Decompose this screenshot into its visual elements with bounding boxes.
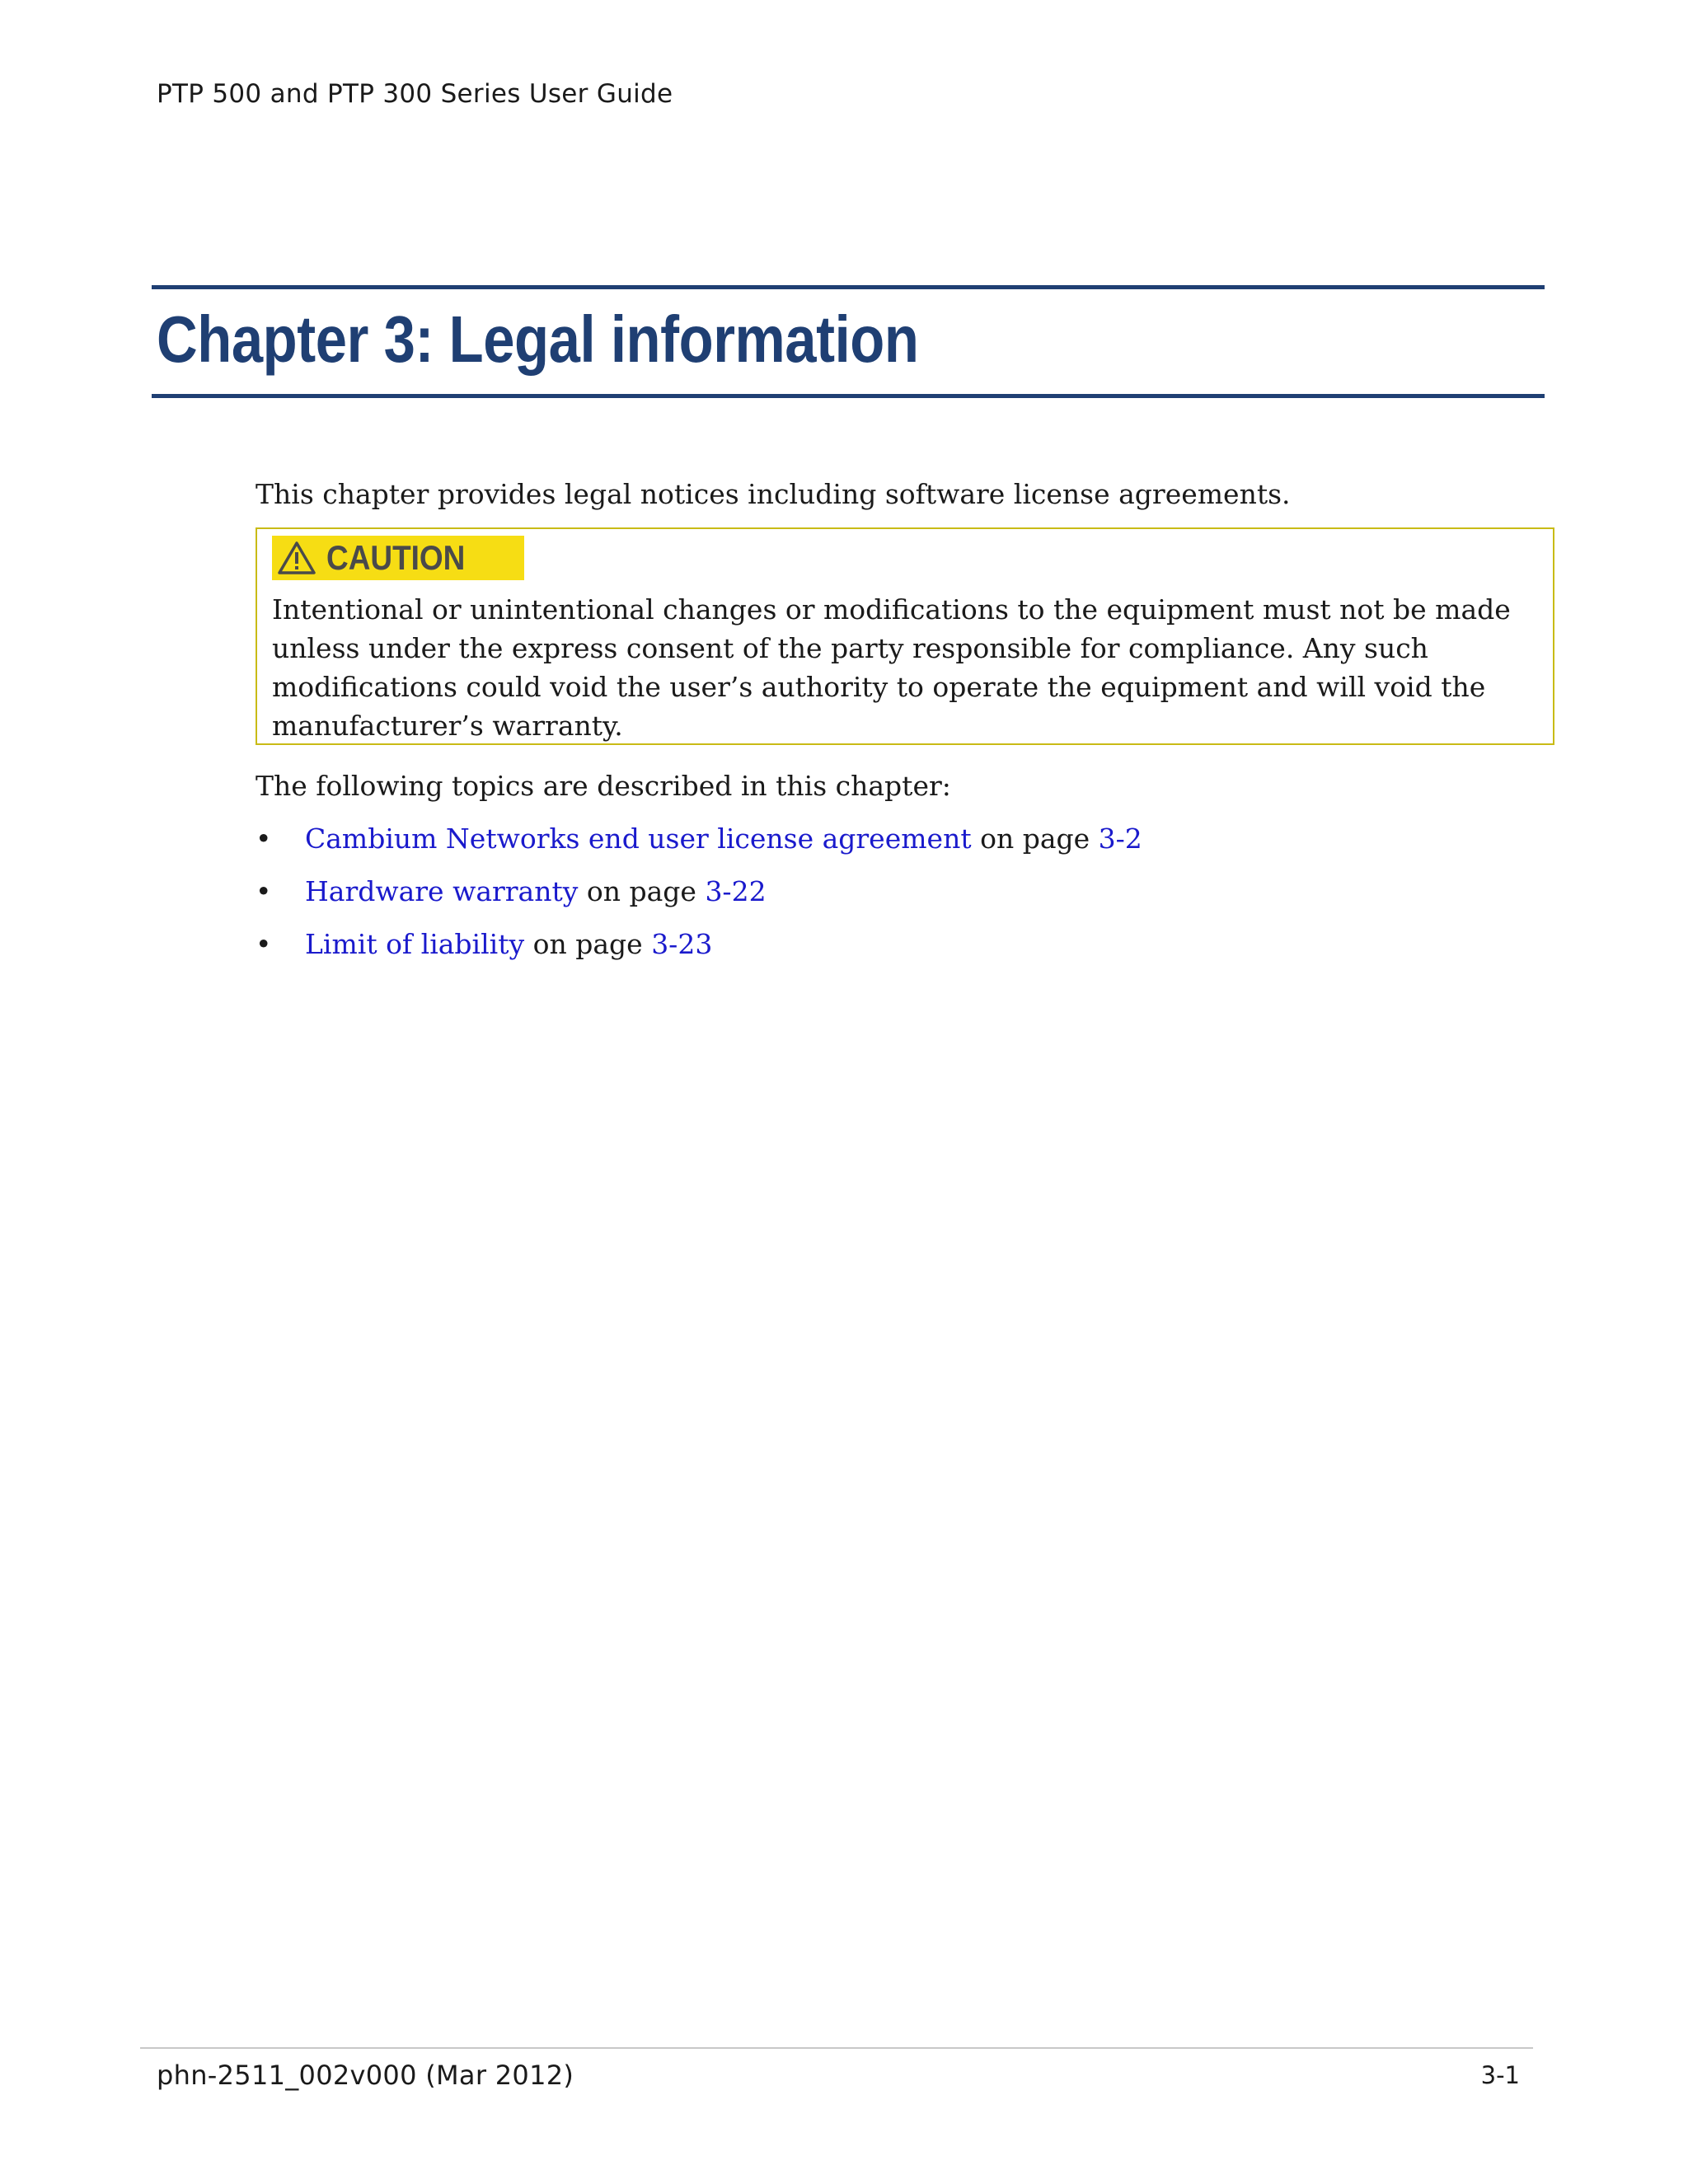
topics-intro: The following topics are described in this chapter: — [256, 770, 951, 802]
footer-page-number: 3-1 — [1480, 2061, 1520, 2089]
caution-word: CAUTION — [326, 538, 466, 577]
topic-item — [256, 925, 1142, 977]
topic-item — [256, 872, 1142, 925]
topic-link-limit-of-liability[interactable]: Limit of liability — [305, 928, 525, 960]
page-link[interactable]: 3-22 — [705, 875, 767, 907]
topic-link-license-agreement[interactable]: Cambium Networks end user license agreement — [305, 823, 972, 855]
caution-text: Intentional or unintentional changes or modifications to the equipment must not be made unless under the express consent of the party responsible for compliance. Any such modifications could void the user’s authority to operate the equipment and will void the manufacturer’s warranty. — [272, 593, 1511, 742]
footer-doc-id: phn-2511_002v000 (Mar 2012) — [157, 2060, 574, 2091]
bullet: • — [256, 875, 272, 907]
bullet: • — [256, 928, 272, 960]
chapter-rule-top — [152, 285, 1545, 289]
bullet: • — [256, 823, 272, 855]
page-link[interactable]: 3-23 — [651, 928, 713, 960]
chapter-rule-bottom — [152, 394, 1545, 398]
chapter-intro: This chapter provides legal notices including software license agreements. — [256, 478, 1291, 510]
caution-label — [272, 536, 524, 580]
on-page-text: on page — [532, 928, 652, 960]
footer-rule — [140, 2047, 1533, 2049]
topic-list — [256, 819, 1142, 977]
chapter-title: Chapter 3: Legal information — [157, 302, 919, 376]
running-header: PTP 500 and PTP 300 Series User Guide — [157, 79, 673, 109]
page-link[interactable]: 3-2 — [1098, 823, 1142, 855]
warning-triangle-icon — [277, 541, 316, 575]
topic-link-hardware-warranty[interactable]: Hardware warranty — [305, 875, 579, 907]
on-page-text: on page — [586, 875, 706, 907]
caution-box — [256, 527, 1554, 745]
topic-item — [256, 819, 1142, 872]
on-page-text: on page — [980, 823, 1099, 855]
